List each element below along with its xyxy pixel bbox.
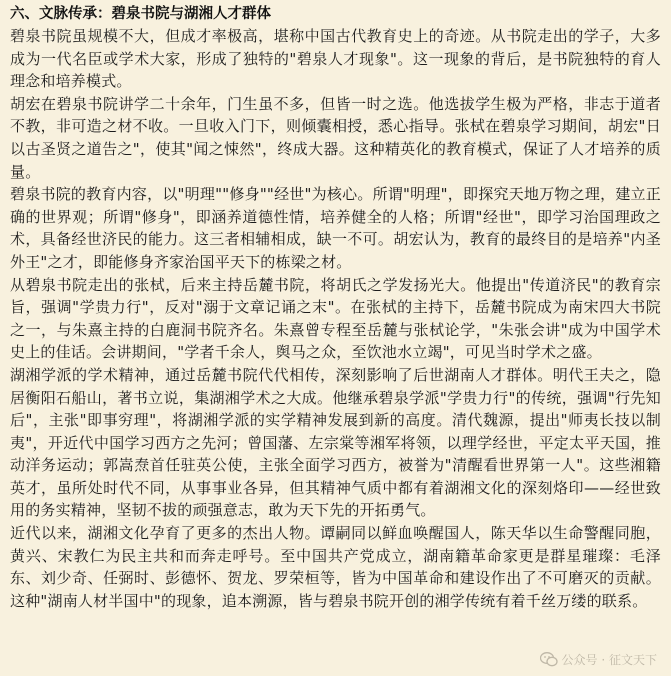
wechat-icon <box>540 652 558 667</box>
paragraph-1: 碧泉书院虽规模不大，但成才率极高，堪称中国古代教育史上的奇迹。从书院走出的学子，大多成为一代名臣或学术大家，形成了独特的"碧泉人才现象"。这一现象的背后，是书院独特的育人理念和培养模式。 <box>10 27 661 91</box>
paragraph-6: 近代以来，湖湘文化孕育了更多的杰出人物。谭嗣同以鲜血唤醒国人，陈天华以生命警醒同胞，黄兴、宋教仁为民主共和而奔走呼号。至中国共产党成立，湖南籍革命家更是群星璀璨：毛泽东、刘少奇、任弼时、彭德怀、贺龙、罗荣桓等，皆为中国革命和建设作出了不可磨灭的贡献。这种"湖南人材半国中"的现象，追本溯源，皆与碧泉书院开创的湘学传统有着千丝万缕的联系。 <box>10 524 661 610</box>
paragraph-2: 胡宏在碧泉书院讲学二十余年，门生虽不多，但皆一时之选。他选拔学生极为严格，非志于道者不教，非可造之材不收。一旦收入门下，则倾囊相授，悉心指导。张栻在碧泉学习期间，胡宏"日以古圣贤之道告之"，使其"闻之悚然"，终成大器。这种精英化的教育模式，保证了人才培养的质量。 <box>10 94 661 181</box>
section-heading: 六、文脉传承：碧泉书院与湖湘人才群体 <box>10 6 271 22</box>
paragraph-4: 从碧泉书院走出的张栻，后来主持岳麓书院，将胡氏之学发扬光大。他提出"传道济民"的教育宗旨，强调"学贵力行"，反对"溺于文章记诵之末"。在张栻的主持下，岳麓书院成为南宋四大书院之一，与朱熹主持的白鹿洞书院齐名。朱熹曾专程至岳麓与张栻论学，"朱张会讲"成为中国学术史上的佳话。会讲期间，"学者千余人，舆马之众，至饮池水立竭"，可见当时学术之盛。 <box>10 275 661 362</box>
paragraph-5: 湖湘学派的学术精神，通过岳麓书院代代相传，深刻影响了后世湖南人才群体。明代王夫之，隐居衡阳石船山，著书立说，集湖湘学术之大成。他继承碧泉学派"学贵力行"的传统，强调"行先知后"，主张"即事穷理"，将湖湘学派的实学精神发展到新的高度。清代魏源，提出"师夷长技以制夷"，开近代中国学习西方之先河；曾国藩、左宗棠等湘军将领，以理学经世，平定太平天国，推动洋务运动；郭嵩焘首任驻英公使，主张全面学习西方，被誉为"清醒看世界第一人"。这些湘籍英才，虽所处时代不同，从事事业各异，但其精神气质中都有着湖湘文化的深刻烙印——经世致用的务实精神，坚韧不拔的顽强意志，敢为天下先的开拓勇气。 <box>10 365 661 520</box>
watermark <box>540 651 657 668</box>
watermark-text: 公众号 · 征文天下 <box>561 653 657 667</box>
paragraph-3: 碧泉书院的教育内容，以"明理""修身""经世"为核心。所谓"明理"，即探究天地万物之理，建立正确的世界观；所谓"修身"，即涵养道德性情，培养健全的人格；所谓"经世"，即学习治国理政之术，具备经世济民的能力。这三者相辅相成，缺一不可。胡宏认为，教育的最终目的是培养"内圣外王"之才，即能修身齐家治国平天下的栋梁之材。 <box>10 185 661 271</box>
